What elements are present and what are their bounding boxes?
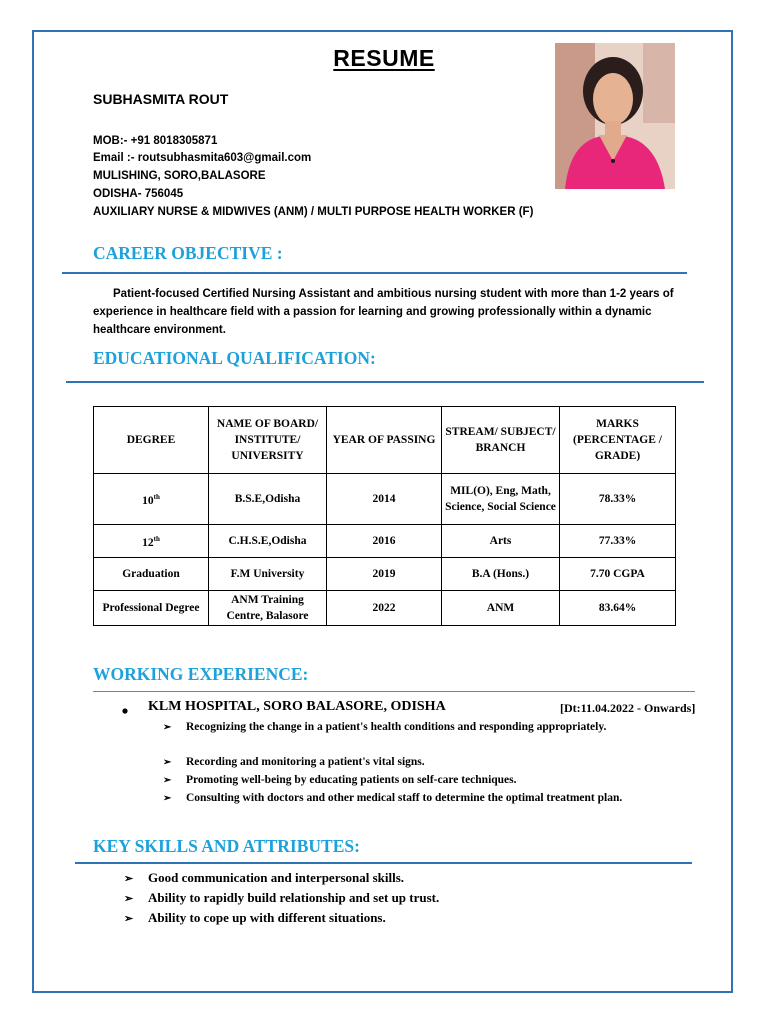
stream-cell: ANM <box>442 591 560 626</box>
mobile-number: MOB:- +91 8018305871 <box>93 135 218 147</box>
column-header: NAME OF BOARD/ INSTITUTE/ UNIVERSITY <box>209 407 327 474</box>
profile-photo <box>555 43 675 189</box>
duty-item: ➢ Recognizing the change in a patient's health conditions and responding appropriately. <box>163 719 633 736</box>
arrow-bullet-icon: ➢ <box>163 775 172 786</box>
arrow-bullet-icon: ➢ <box>163 793 172 804</box>
year-cell: 2014 <box>327 474 442 525</box>
skill-item: ➢ Ability to cope up with different situations. <box>124 910 386 925</box>
year-cell: 2019 <box>327 558 442 591</box>
board-cell: ANM Training Centre, Balasore <box>209 591 327 626</box>
bullet-dot-icon <box>122 702 130 710</box>
arrow-bullet-icon: ➢ <box>124 893 134 905</box>
table-row <box>94 591 676 626</box>
duty-item: ➢ Consulting with doctors and other medical staff to determine the optimal treatment plan. <box>163 790 633 807</box>
duty-item: ➢ Recording and monitoring a patient's vital signs. <box>163 754 633 771</box>
arrow-bullet-icon: ➢ <box>124 873 134 885</box>
marks-cell: 77.33% <box>560 525 676 558</box>
stream-cell: B.A (Hons.) <box>442 558 560 591</box>
stream-cell: Arts <box>442 525 560 558</box>
board-cell: B.S.E,Odisha <box>209 474 327 525</box>
degree-cell: 12th <box>94 525 209 558</box>
designation: AUXILIARY NURSE & MIDWIVES (ANM) / MULTI PURPOSE HEALTH WORKER (F) <box>93 206 534 218</box>
skill-item: ➢ Good communication and interpersonal skills. <box>124 870 405 885</box>
section-divider <box>62 272 687 274</box>
column-header: MARKS (PERCENTAGE / GRADE) <box>560 407 676 474</box>
experience-heading: WORKING EXPERIENCE: <box>93 664 309 684</box>
address-line-2: ODISHA- 756045 <box>93 188 184 200</box>
arrow-bullet-icon: ➢ <box>163 757 172 768</box>
section-divider <box>75 862 692 864</box>
candidate-name: SUBHASMITA ROUT <box>93 91 229 107</box>
duty-item: ➢ Promoting well-being by educating patients on self-care techniques. <box>163 772 633 789</box>
career-objective-text: Patient-focused Certified Nursing Assistant and ambitious nursing student with more than 1-2 years of experience in healthcare field with a passion for learning and growing professionally within a dynamic healthcare environment. <box>93 288 674 336</box>
column-header: DEGREE <box>94 407 209 474</box>
marks-cell: 78.33% <box>560 474 676 525</box>
employment-date: [Dt:11.04.2022 - Onwards] <box>560 701 696 715</box>
education-table <box>93 406 676 626</box>
email-address: Email :- routsubhasmita603@gmail.com <box>93 152 312 164</box>
board-cell: C.H.S.E,Odisha <box>209 525 327 558</box>
year-cell: 2016 <box>327 525 442 558</box>
address-line-1: MULISHING, SORO,BALASORE <box>93 170 266 182</box>
degree-cell: Professional Degree <box>94 591 209 626</box>
arrow-bullet-icon: ➢ <box>163 722 172 733</box>
arrow-bullet-icon: ➢ <box>124 913 134 925</box>
employer-name: KLM HOSPITAL, SORO BALASORE, ODISHA <box>148 699 446 714</box>
table-row <box>94 558 676 591</box>
column-header: STREAM/ SUBJECT/ BRANCH <box>442 407 560 474</box>
career-objective-heading: CAREER OBJECTIVE : <box>93 243 283 263</box>
degree-cell: Graduation <box>94 558 209 591</box>
table-header-row <box>94 407 676 474</box>
section-divider <box>66 381 704 383</box>
stream-cell: MIL(O), Eng, Math, Science, Social Science <box>442 474 560 525</box>
skill-item: ➢ Ability to rapidly build relationship and set up trust. <box>124 890 440 905</box>
year-cell: 2022 <box>327 591 442 626</box>
degree-cell: 10th <box>94 474 209 525</box>
board-cell: F.M University <box>209 558 327 591</box>
section-divider <box>93 691 695 692</box>
table-row <box>94 474 676 525</box>
resume-title: RESUME <box>333 45 435 71</box>
column-header: YEAR OF PASSING <box>327 407 442 474</box>
table-row <box>94 525 676 558</box>
marks-cell: 7.70 CGPA <box>560 558 676 591</box>
marks-cell: 83.64% <box>560 591 676 626</box>
education-heading: EDUCATIONAL QUALIFICATION: <box>93 348 376 368</box>
skills-heading: KEY SKILLS AND ATTRIBUTES: <box>93 836 360 856</box>
